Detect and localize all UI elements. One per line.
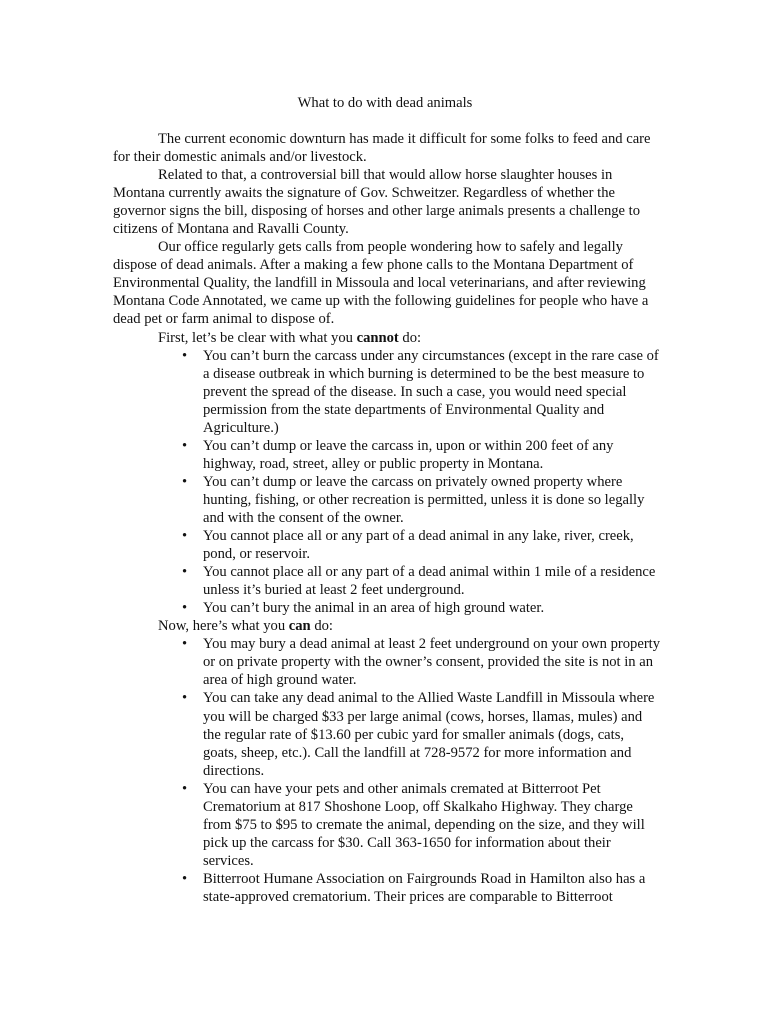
list-item [113,527,661,563]
bullet-icon: • [182,347,188,364]
list-item [113,563,661,599]
can-lead-emphasis: can [288,618,311,635]
paragraph-guidelines-intro: Our office regularly gets calls from people wondering how to safely and legally dispose of dead animals. After a making a few phone calls to the Montana Department of Environmental Quality, the landfill in Missoula and local veterinarians, and after reviewing Montana Code Annotated, we came up with the following guidelines for people who have a dead pet or farm animal to dispose of. [113,239,649,328]
paragraph-horse-slaughter-bill: Related to that, a controversial bill that would allow horse slaughter houses in Montana currently awaits the signature of Gov. Schweitzer. Regardless of whether the governor signs the bill, disposing of horses and other large animals presents a challenge to citizens of Montana and Ravalli County. [113,167,641,238]
list-item [113,599,661,617]
list-item [113,347,661,437]
list-item [113,437,661,473]
list-item [113,689,661,779]
cannot-lead-text: First, let’s be clear with what you [158,329,357,346]
bullet-icon: • [182,636,188,653]
can-section-lead [113,617,661,635]
list-item [113,780,661,870]
can-lead-text: Now, here’s what you [158,618,289,635]
list-item-text: You can’t bury the animal in an area of high ground water. [203,600,545,617]
bullet-icon: • [182,600,188,617]
list-item [113,473,661,527]
list-item [113,870,661,906]
list-item-text: You can have your pets and other animals cremated at Bitterroot Pet Crematorium at 817 Shoshone Loop, off Skalkaho Highway. They charge from $75 to $95 to cremate the animal, depending on the size, and they will pick up the carcass for $30. Call 363-1650 for information about their services. [203,780,645,869]
document-title: What to do with dead animals [297,95,473,111]
list-item-text: You can’t burn the carcass under any circumstances (except in the rare case of a disease outbreak in which burning is determined to be the best measure to prevent the spread of the disease. In such a case, you would need special permission from the state departments of Environmental Quality and Agriculture.) [203,347,659,436]
bullet-icon: • [182,690,188,707]
document-body [113,130,661,906]
can-list [113,635,661,906]
bullet-icon: • [182,780,188,797]
cannot-lead-emphasis: cannot [356,329,399,346]
list-item-text: You cannot place all or any part of a dead animal within 1 mile of a residence unless it’s buried at least 2 feet underground. [203,564,656,599]
cannot-section-lead [113,329,661,347]
bullet-icon: • [182,437,188,454]
bullet-icon: • [182,528,188,545]
list-item-text: You may bury a dead animal at least 2 feet underground on your own property or on private property with the owner’s consent, provided the site is not in an area of high ground water. [203,636,661,689]
list-item-text: You cannot place all or any part of a dead animal in any lake, river, creek, pond, or reservoir. [203,528,634,563]
bullet-icon: • [182,870,188,887]
bullet-icon: • [182,564,188,581]
cannot-list [113,347,661,618]
cannot-lead-suffix: do: [398,329,422,346]
list-item-text: You can’t dump or leave the carcass in, upon or within 200 feet of any highway, road, street, alley or public property in Montana. [203,437,614,472]
list-item-text: You can’t dump or leave the carcass on privately owned property where hunting, fishing, or other recreation is permitted, unless it is done so legally and with the consent of the owner. [203,473,645,526]
list-item-text: Bitterroot Humane Association on Fairgrounds Road in Hamilton also has a state-approved crematorium. Their prices are comparable to Bitterroot [203,870,646,905]
list-item [113,635,661,689]
bullet-icon: • [182,473,188,490]
list-item-text: You can take any dead animal to the Allied Waste Landfill in Missoula where you will be charged $33 per large animal (cows, horses, llamas, mules) and the regular rate of $13.60 per cubic yard for smaller animals (dogs, cats, goats, sheep, etc.). Call the landfill at 728-9572 for more information and directions. [203,690,655,779]
can-lead-suffix: do: [310,618,333,635]
paragraph-economic-downturn: The current economic downturn has made it difficult for some folks to feed and care for their domestic animals and/or livestock. [113,131,651,166]
